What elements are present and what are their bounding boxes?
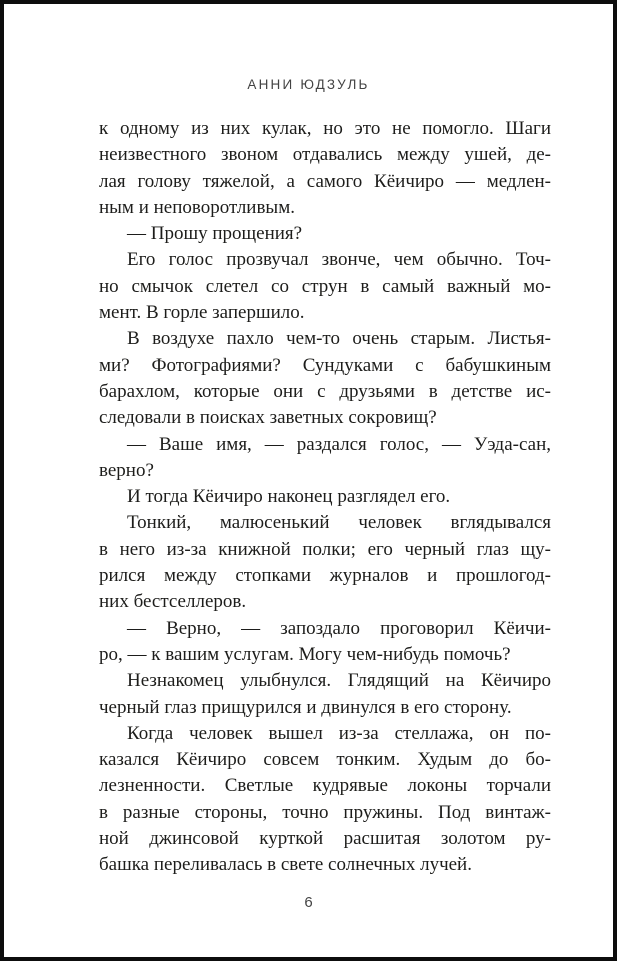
text-line: к одному из них кулак, но это не помогло. Шаги — [99, 118, 551, 139]
text-line: в него из-за книжной полки; его черный глаз щу- — [99, 538, 551, 560]
text-line: — Прошу прощения? — [127, 223, 303, 245]
text-line: И тогда Кёичиро наконец разглядел его. — [127, 486, 451, 508]
text-line: ным и неповоротливым. — [99, 196, 295, 218]
text-line: мент. В горле запершило. — [99, 302, 305, 324]
paragraph — [99, 510, 551, 615]
paragraph — [99, 116, 551, 221]
text-line: Тонкий, малюсенький человек вглядывался — [127, 512, 551, 534]
text-line: но смычок слетел со струн в самый важный мо- — [99, 275, 551, 297]
text-line: Когда человек вышел из-за стеллажа, он по- — [127, 722, 551, 744]
text-line: ми? Фотографиями? Сундуками с бабушкиным — [99, 354, 551, 376]
paragraph — [99, 484, 551, 510]
paragraph — [99, 221, 551, 247]
text-line: черный глаз прищурился и двинулся в его сторону. — [99, 696, 512, 718]
running-header: АННИ ЮДЗУЛЬ — [247, 77, 370, 92]
text-line: них бестселлеров. — [99, 591, 247, 613]
text-line: в разные стороны, точно пружины. Под винтаж- — [99, 801, 551, 823]
paragraph — [99, 247, 551, 326]
paragraph — [99, 432, 551, 485]
text-line: рился между стопками журналов и прошлогод- — [99, 565, 551, 587]
text-block — [99, 116, 551, 879]
paragraph — [99, 616, 551, 669]
paragraph — [99, 326, 551, 431]
text-line: неизвестного звоном отдавались между ушей, де- — [99, 144, 551, 166]
text-line: следовали в поисках заветных сокровищ? — [99, 407, 437, 429]
text-line: ной джинсовой курткой расшитая золотом ру- — [99, 828, 551, 850]
text-line: Незнакомец улыбнулся. Глядящий на Кёичиро — [127, 670, 551, 692]
text-line: Его голос прозвучал звонче, чем обычно. Точ- — [127, 249, 551, 271]
page-number: 6 — [304, 894, 313, 911]
text-line: В воздухе пахло чем-то очень старым. Листья- — [127, 328, 551, 350]
paragraph — [99, 668, 551, 721]
text-line: ро, — к вашим услугам. Могу чем-нибудь помочь? — [99, 643, 511, 665]
text-line: — Ваше имя, — раздался голос, — Уэда-сан, — [127, 433, 551, 455]
paragraph — [99, 721, 551, 879]
text-line: барахлом, которые они с друзьями в детстве ис- — [99, 380, 551, 402]
text-line: лая голову тяжелой, а самого Кёичиро — медлен- — [99, 170, 551, 192]
text-line: лезненности. Светлые кудрявые локоны торчали — [99, 775, 551, 797]
text-line: — Верно, — запоздало проговорил Кёичи- — [127, 617, 551, 639]
text-line: верно? — [99, 459, 154, 481]
text-line: башка переливалась в свете солнечных лучей. — [99, 854, 472, 876]
text-line: казался Кёичиро совсем тонким. Худым до бо- — [99, 749, 551, 771]
